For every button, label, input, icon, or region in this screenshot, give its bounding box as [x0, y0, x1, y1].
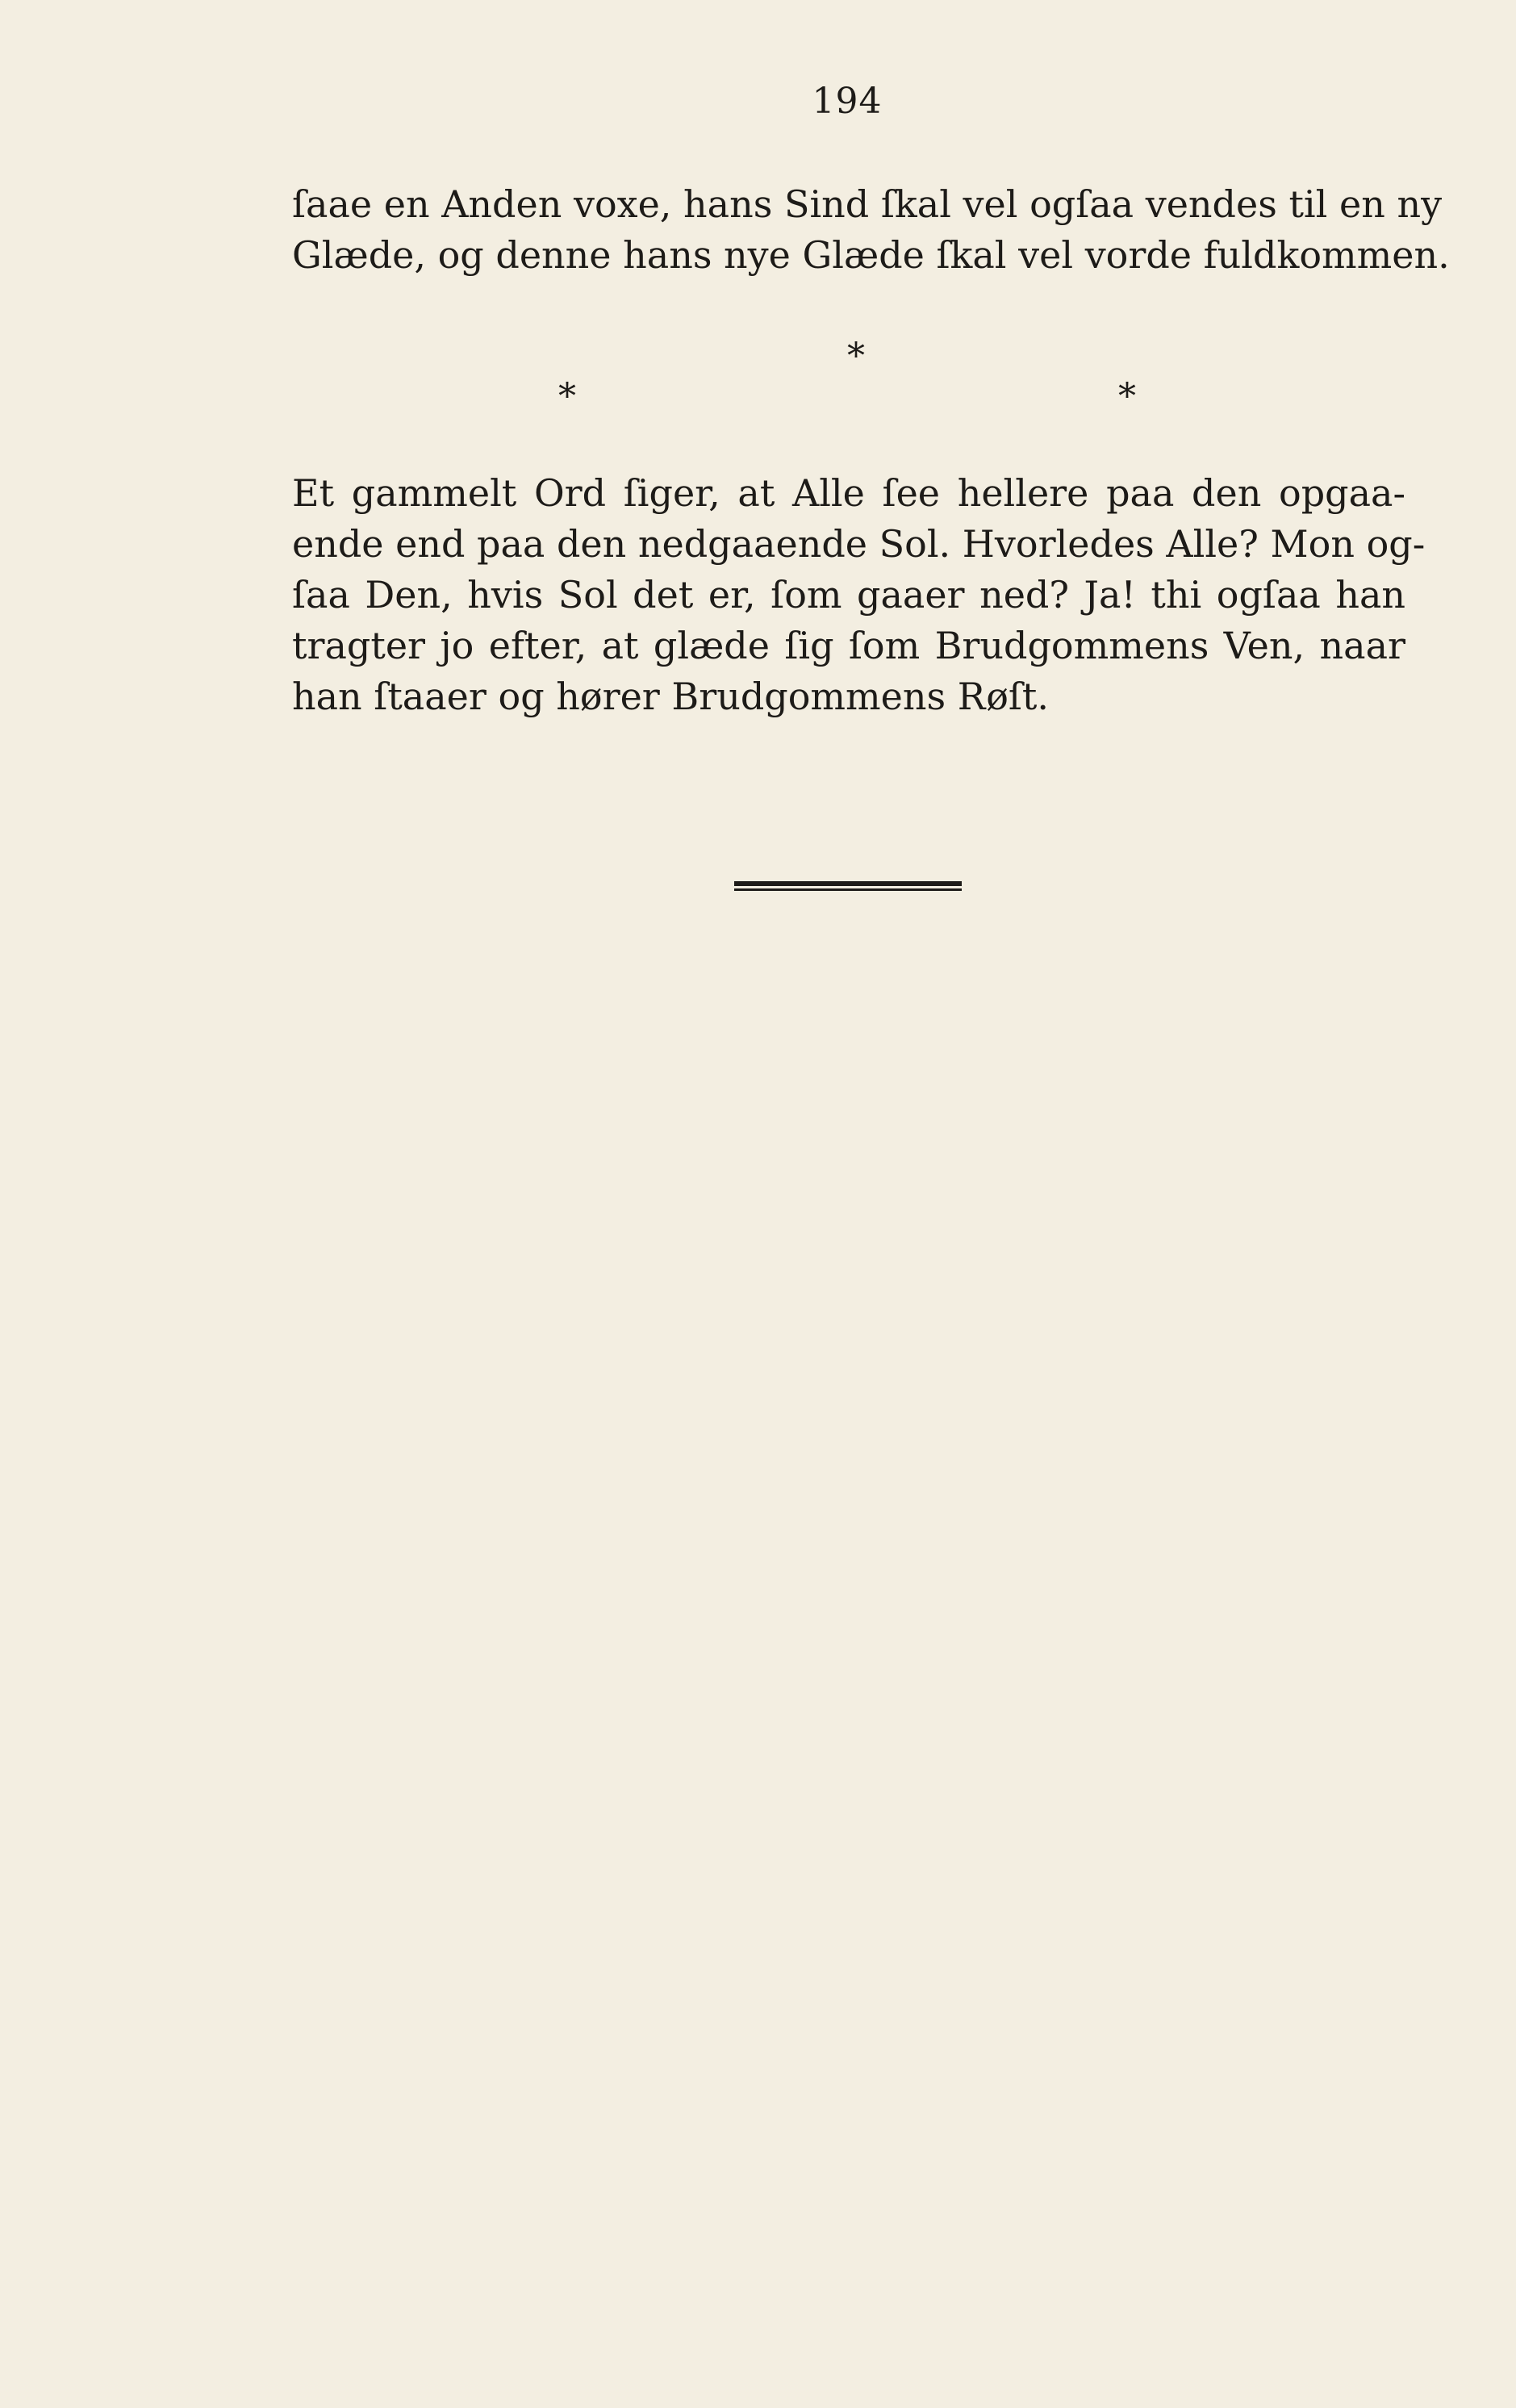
asterism-right: * — [1118, 376, 1136, 417]
end-rule-thick — [734, 881, 962, 886]
paragraph-2-line-4: tragter jo efter, at glæde ſig ſom Brudgommens Ven, naar — [292, 624, 1405, 667]
paragraph-2-line-5: han ſtaaer og hører Brudgommens Røſt. — [292, 675, 1050, 718]
paragraph-2 — [292, 468, 1426, 722]
paragraph-2-line-2: ende end paa den nedgaaende Sol. Hvorledes Alle? Mon og- — [292, 522, 1426, 566]
end-rule — [734, 881, 962, 891]
page-number: 194 — [812, 81, 883, 122]
asterism-top: * — [847, 336, 865, 377]
paragraph-1-line-2: Glæde, og denne hans nye Glæde ſkal vel vorde fuldkommen. — [292, 233, 1450, 277]
paragraph-2-line-3: ſaa Den, hvis Sol det er, ſom gaaer ned? Ja! thi ogſaa han — [292, 573, 1405, 617]
end-rule-thin — [734, 888, 962, 891]
paragraph-1 — [292, 179, 1450, 281]
paragraph-2-line-1: Et gammelt Ord ſiger, at Alle ſee hellere paa den opgaa- — [292, 471, 1405, 515]
paragraph-1-line-1: ſaae en Anden voxe, hans Sind ſkal vel ogſaa vendes til en ny — [292, 182, 1443, 226]
asterism-left: * — [558, 376, 576, 417]
